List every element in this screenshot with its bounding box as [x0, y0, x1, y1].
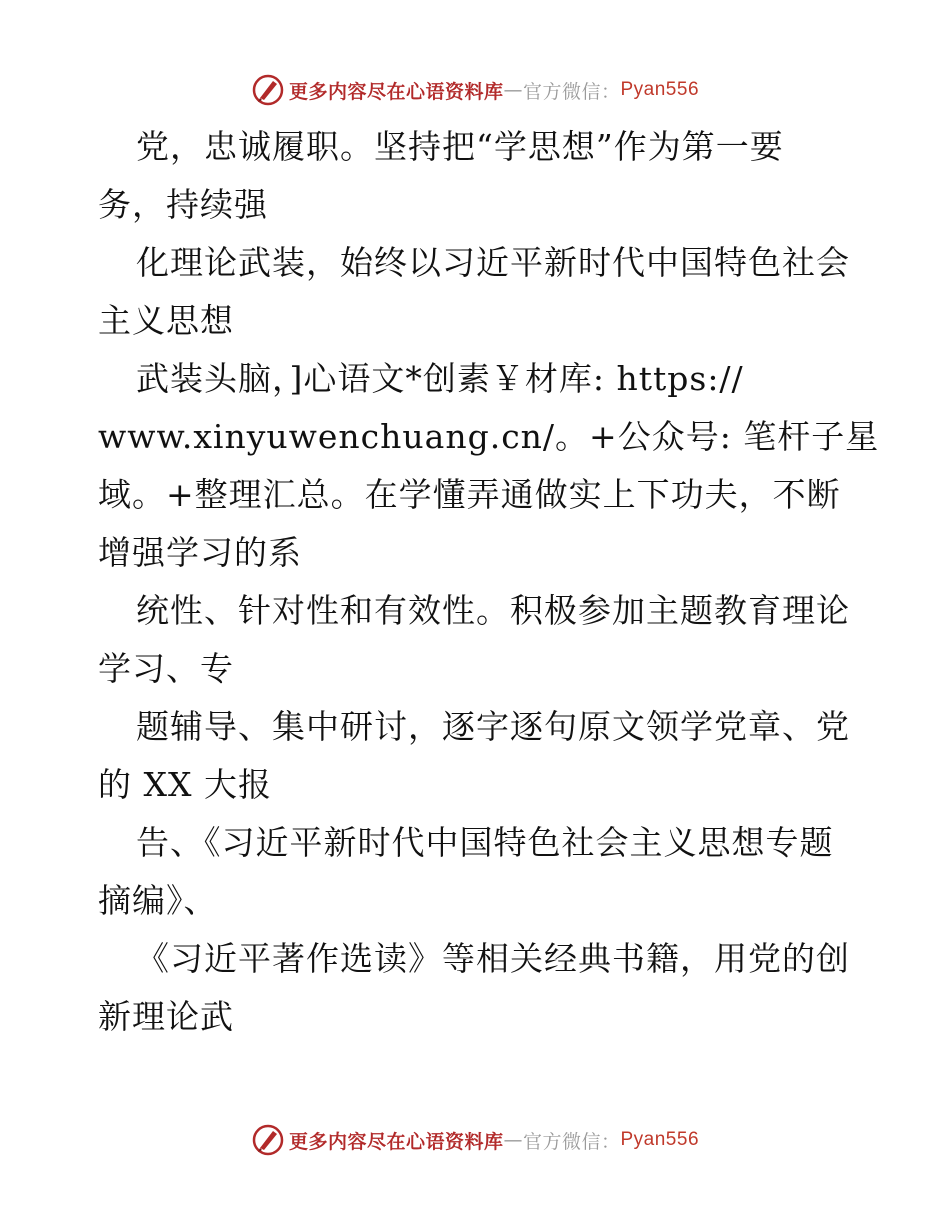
pen-logo-icon — [251, 1123, 285, 1157]
footer-brand-text: 更多内容尽在心语资料库 — [288, 1130, 504, 1153]
body-line-5: 武装头脑，]心语文*创素￥材库: https:// — [136, 359, 744, 398]
body-line-15: 《习近平著作选读》等相关经典书籍，用党的创 — [136, 939, 850, 978]
body-line-1: 党，忠诚履职。坚持把“学思想”作为第一要 — [136, 127, 784, 166]
body-line-3: 化理论武装，始终以习近平新时代中国特色社会 — [136, 243, 850, 282]
body-line-2: 务，持续强 — [98, 185, 268, 224]
body-line-11: 题辅导、集中研讨，逐字逐句原文领学党章、党 — [136, 707, 850, 746]
body-line-6: www.xinyuwenchuang.cn/。+公众号: 笔杆子星 — [98, 417, 880, 456]
body-line-4: 主义思想 — [98, 301, 234, 340]
body-line-9: 统性、针对性和有效性。积极参加主题教育理论 — [136, 591, 850, 630]
footer-watermark — [0, 1120, 950, 1160]
body-line-10: 学习、专 — [98, 649, 234, 688]
body-line-16: 新理论武 — [98, 997, 234, 1036]
header-watermark — [0, 70, 950, 110]
body-line-8: 增强学习的系 — [98, 533, 302, 572]
pen-logo-icon — [251, 73, 285, 107]
body-line-12: 的 XX 大报 — [98, 765, 272, 804]
header-wechat-handle: Pyan556 — [620, 79, 700, 100]
header-separator: — — [503, 79, 523, 101]
header-wechat-label: 官方微信： — [522, 80, 621, 103]
header-brand-text: 更多内容尽在心语资料库 — [288, 80, 504, 103]
body-line-14: 摘编》、 — [98, 881, 218, 920]
body-line-7: 域。+整理汇总。在学懂弄通做实上下功夫，不断 — [98, 475, 841, 514]
body-line-13: 告、《习近平新时代中国特色社会主义思想专题 — [136, 823, 834, 862]
footer-separator: — — [503, 1129, 523, 1151]
footer-wechat-handle: Pyan556 — [620, 1129, 700, 1150]
footer-wechat-label: 官方微信： — [522, 1130, 621, 1153]
document-body — [98, 118, 878, 1046]
